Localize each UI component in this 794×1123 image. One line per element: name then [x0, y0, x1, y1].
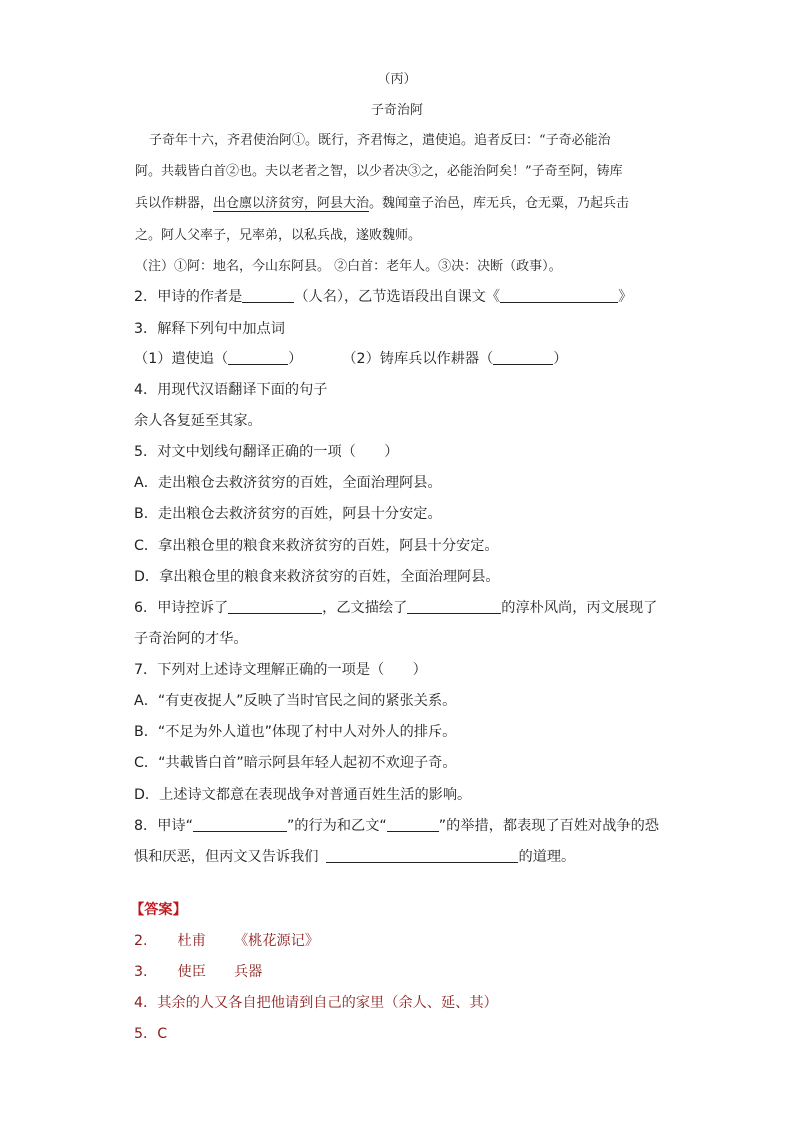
question-text: 》	[618, 289, 633, 305]
passage-text: 。魏闻童子治邑，库无兵，仓无粟，乃起兵击	[369, 196, 630, 211]
answer-5: 5．C	[134, 1026, 168, 1042]
answer-text: 《桃花源记》	[233, 933, 320, 949]
question-text: 的道理。	[518, 849, 576, 865]
question-text: （1）遣使追（	[134, 351, 229, 367]
answer-3	[134, 961, 262, 981]
question-2	[134, 286, 632, 306]
option-b: B．走出粮仓去救济贫穷的百姓，阿县十分安定。	[134, 506, 442, 522]
question-4-sentence: 余人各复延至其家。	[134, 413, 262, 429]
question-text: 2．甲诗的作者是	[134, 289, 243, 305]
answer-text: 杜甫	[177, 933, 206, 949]
section-mark: （丙）	[377, 72, 417, 87]
question-text: （人名），乙节选语段出自课文《	[294, 289, 501, 305]
answer-blank[interactable]	[193, 817, 287, 832]
passage-note: （注）①阿：地名，今山东阿县。 ②白首：老年人。③决：决断（政事）。	[135, 259, 562, 274]
underlined-sentence: 出仓廪以济贫穷，阿县大治	[213, 196, 370, 211]
answer-text: 使臣	[177, 964, 206, 980]
question-text: 惧和厌恶，但丙文又告诉我们	[134, 849, 319, 865]
passage-line: 之。阿人父率子，兄率弟，以私兵战，遂败魏师。	[135, 228, 422, 243]
question-4: 4．用现代汉语翻译下面的句子	[134, 382, 328, 398]
answer-blank[interactable]	[228, 350, 288, 365]
passage-title: 子奇治阿	[370, 103, 423, 118]
question-text: 8．甲诗“	[134, 818, 193, 834]
question-text: ”的举措，都表现了百姓对战争的恐	[438, 818, 659, 834]
option-d: D．拿出粮仓里的粮食来救济贫穷的百姓，全面治理阿县。	[134, 569, 500, 585]
question-6	[134, 597, 657, 617]
question-6-cont: 子奇治阿的才华。	[134, 631, 248, 647]
passage-line: 阿。共载皆白首②也。夫以老者之智，以少者决③之，必能治阿矣！”子奇至阿，铸库	[135, 164, 623, 179]
question-text: ，乙文描绘了	[322, 600, 408, 616]
question-3-items	[134, 348, 567, 368]
question-text: 的淳朴风尚，丙文展现了	[501, 600, 658, 616]
option-c: C．“共載皆白首”暗示阿县年轻人起初不欢迎子奇。	[134, 755, 457, 771]
question-3: 3．解释下列句中加点词	[134, 321, 285, 337]
answer-blank[interactable]	[387, 817, 439, 832]
passage-line	[135, 192, 629, 211]
answer-label: 【答案】	[130, 902, 187, 918]
question-text: ）	[288, 351, 303, 367]
passage-line: 子奇年十六，齐君使治阿①。既行，齐君悔之，遣使追。追者反曰：“子奇必能治	[149, 133, 611, 148]
question-text: ）	[553, 351, 568, 367]
answer-text: 兵器	[233, 964, 263, 980]
passage-text: 兵以作耕器，	[135, 196, 214, 211]
question-text: （2）铸库兵以作耕器（	[342, 351, 494, 367]
question-5: 5．对文中划线句翻译正确的一项（ ）	[134, 444, 399, 460]
answer-blank[interactable]	[242, 288, 294, 303]
option-a: A．走出粮仓去救济贫穷的百姓，全面治理阿县。	[134, 475, 442, 491]
answer-blank[interactable]	[228, 599, 322, 614]
answer-number: 3.	[134, 964, 148, 980]
answer-blank[interactable]	[493, 350, 553, 365]
option-b: B．“不足为外人道也”体现了村中人对外人的排斥。	[134, 724, 457, 740]
answer-blank[interactable]	[500, 288, 618, 303]
answer-blank[interactable]	[407, 599, 501, 614]
question-text: ”的行为和乙文“	[286, 818, 387, 834]
option-a: A．“有吏夜捉人”反映了当时官民之间的紧张关系。	[134, 693, 457, 709]
answer-blank[interactable]	[326, 848, 518, 863]
answer-2	[134, 930, 319, 950]
option-d: D．上述诗文都意在表现战争对普通百姓生活的影响。	[134, 787, 472, 803]
answer-4: 4．其余的人又各自把他请到自己的家里（余人、延、其）	[134, 995, 498, 1011]
question-text: 6．甲诗控诉了	[134, 600, 229, 616]
question-8-cont	[134, 846, 575, 866]
option-c: C．拿出粮仓里的粮食来救济贫穷的百姓，阿县十分安定。	[134, 538, 499, 554]
answer-number: 2.	[134, 933, 148, 949]
question-8	[134, 815, 659, 835]
question-7: 7．下列对上述诗文理解正确的一项是（ ）	[134, 662, 427, 678]
